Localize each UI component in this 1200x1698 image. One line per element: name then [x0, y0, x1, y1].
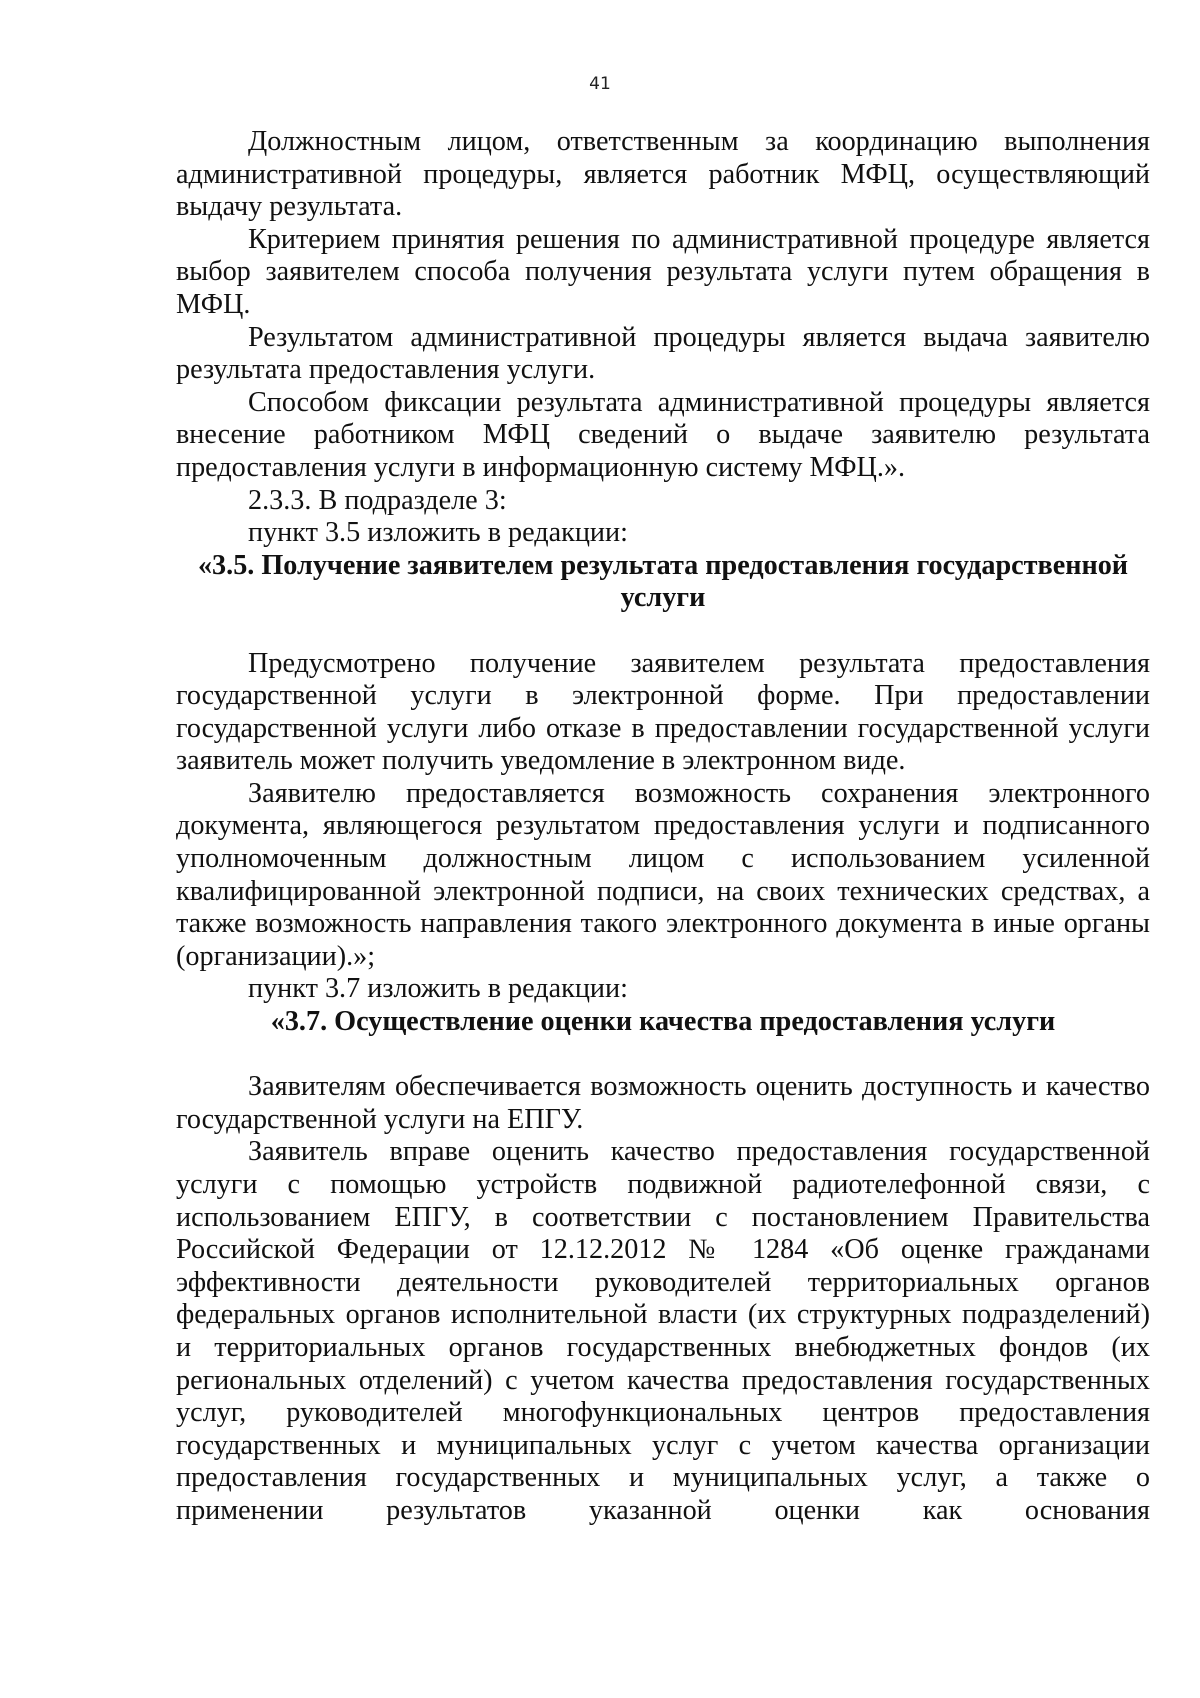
- page-number: 41: [589, 74, 611, 94]
- paragraph: Предусмотрено получение заявителем результата предоставления государственной услуги в электронной форме. При предоставлении государственной услуги либо отказе в предоставлении государственной услуги заявитель может получить уведомление в электронном виде.: [176, 647, 1150, 777]
- document-body: [176, 126, 1150, 1528]
- paragraph: Должностным лицом, ответственным за координацию выполнения административной процедуры, является работник МФЦ, осуществляющий выдачу результата.: [176, 126, 1150, 223]
- paragraph: Заявителям обеспечивается возможность оценить доступность и качество государственной услуги на ЕПГУ.: [176, 1071, 1150, 1135]
- spacer: [176, 1039, 1150, 1072]
- paragraph: Заявитель вправе оценить качество предоставления государственной услуги с помощью устройств подвижной радиотелефонной связи, с использованием ЕПГУ, в соответствии с постановлением Правительства Российской Федерации от 12.12.2012 № 1284 «Об оценке гражданами эффективности деятельности руководителей территориальных органов федеральных органов исполнительной власти (их структурных подразделений) и территориальных органов государственных внебюджетных фондов (их региональных отделений) с учетом качества предоставления государственных услуг, руководителей многофункциональных центров предоставления государственных и муниципальных услуг с учетом качества организации предоставления государственных и муниципальных услуг, а также о применении результатов указанной оценки как основания: [176, 1136, 1150, 1526]
- paragraph: Заявителю предоставляется возможность сохранения электронного документа, являющегося результатом предоставления услуги и подписанного уполномоченным должностным лицом с использованием усиленной квалифицированной электронной подписи, на своих технических средствах, а также возможность направления такого электронного документа в иные органы (организации).»;: [176, 777, 1150, 972]
- paragraph: пункт 3.7 изложить в редакции:: [248, 973, 628, 1005]
- paragraph: 2.3.3. В подразделе 3:: [248, 484, 507, 516]
- paragraph: пункт 3.5 изложить в редакции:: [248, 517, 628, 549]
- paragraph: Способом фиксации результата административной процедуры является внесение работником МФЦ сведений о выдаче заявителю результата предоставления услуги в информационную систему МФЦ.».: [176, 386, 1150, 483]
- section-heading-3-7: «3.7. Осуществление оценки качества предоставления услуги: [270, 1006, 1056, 1038]
- section-heading-3-5: «3.5. Получение заявителем результата предоставления государственной услуги: [197, 549, 1129, 614]
- paragraph: Результатом административной процедуры является выдача заявителю результата предоставления услуги.: [176, 321, 1150, 386]
- spacer: [176, 615, 1150, 648]
- paragraph: Критерием принятия решения по административной процедуре является выбор заявителем способа получения результата услуги путем обращения в МФЦ.: [176, 223, 1150, 320]
